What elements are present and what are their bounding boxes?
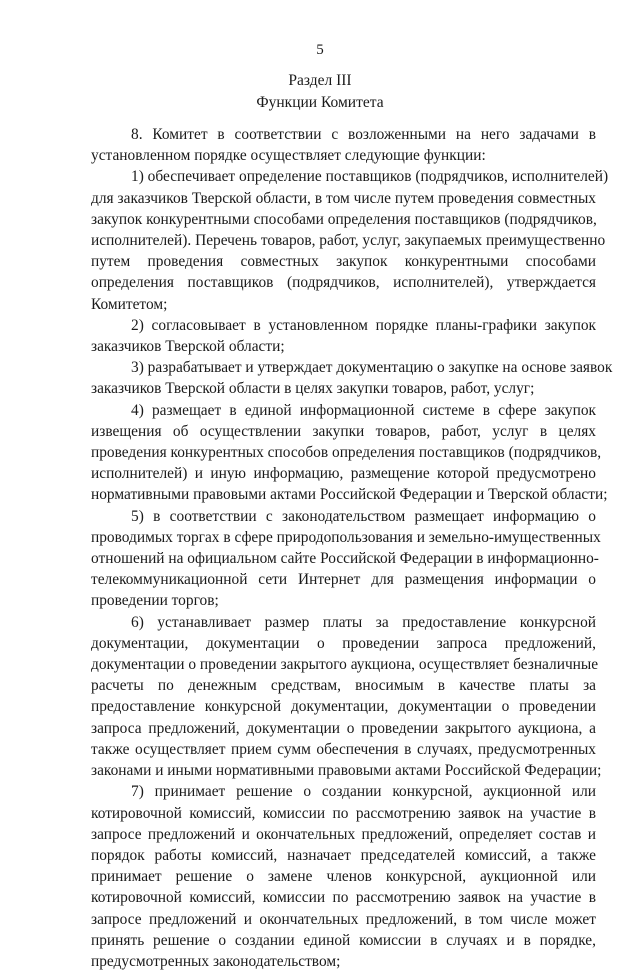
document-body (91, 124, 613, 972)
paragraph-line: принимает решение о замене членов конкурсной, аукционной или (91, 868, 596, 886)
paragraph-line: проведения конкурентных способов определения поставщиков (подрядчиков, (91, 444, 602, 462)
paragraph-p2 (91, 315, 596, 357)
paragraph-line: 5) в соответствии с законодательством размещает информацию о (131, 507, 596, 525)
paragraph-p8 (91, 124, 596, 166)
paragraph-line: закупок конкурентными способами определения поставщиков (подрядчиков, (91, 210, 597, 228)
paragraph-line: исполнителей). Перечень товаров, работ, услуг, закупаемых преимущественно (91, 232, 606, 250)
paragraph-p4 (91, 400, 608, 506)
paragraph-line: документации о проведении закрытого аукциона, осуществляет безналичные (91, 656, 599, 674)
paragraph-line: 8. Комитет в соответствии с возложенными на него задачами в (131, 126, 596, 143)
paragraph-line: проводимых торгах в сфере природопользования и земельно-имущественных (91, 528, 601, 546)
page-number: 5 (316, 42, 324, 58)
paragraph-line: предусмотренных законодательством; (91, 952, 341, 970)
paragraph-line: Комитетом; (91, 295, 168, 313)
paragraph-line: предоставление конкурсной документации, документации о проведении (91, 698, 596, 716)
section-heading (0, 70, 640, 114)
paragraph-line: 3) разрабатывает и утверждает документацию о закупке на основе заявок (131, 359, 613, 377)
paragraph-line: порядок работы комиссий, назначает председателей комиссий, а также (91, 846, 596, 864)
paragraph-p5 (91, 506, 601, 612)
paragraph-line: 2) согласовывает в установленном порядке планы-графики закупок (131, 316, 596, 334)
paragraph-line: заказчиков Тверской области в целях закупки товаров, работ, услуг; (91, 380, 535, 398)
paragraph-line: отношений на официальном сайте Российской Федерации в информационно- (91, 550, 599, 568)
paragraph-line: расчеты по денежным средствам, вносимым в качестве платы за (91, 677, 596, 695)
paragraph-line: для заказчиков Тверской области, в том числе путем проведения совместных (91, 189, 596, 207)
paragraph-line: 7) принимает решение о создании конкурсной, аукционной или (131, 783, 596, 801)
paragraph-line: котировочной комиссий, комиссии по рассмотрению заявок на участие в (91, 804, 596, 822)
paragraph-line: нормативными правовыми актами Российской Федерации и Тверской области; (91, 486, 608, 504)
paragraph-line: извещения об осуществлении закупки товаров, работ, услуг в целях (91, 422, 596, 440)
paragraph-p1 (91, 166, 609, 314)
paragraph-line: котировочной комиссий, комиссии по рассмотрению заявок на участие в (91, 889, 596, 907)
paragraph-line: телекоммуникационной сети Интернет для размещения информации о (91, 571, 596, 589)
paragraph-line: заказчиков Тверской области; (91, 338, 285, 356)
paragraph-line: также осуществляет прием сумм обеспечения в случаях, предусмотренных (91, 740, 596, 758)
paragraph-line: установленном порядке осуществляет следующие функции: (91, 147, 486, 165)
paragraph-p6 (91, 612, 602, 782)
paragraph-line: 4) размещает в единой информационной системе в сфере закупок (131, 401, 596, 419)
paragraph-line: законами и иными нормативными правовыми актами Российской Федерации; (91, 762, 602, 780)
paragraph-line: документации, документации о проведении запроса предложений, (91, 634, 596, 652)
paragraph-line: принять решение о создании единой комиссии в случаях и в порядке, (91, 931, 596, 949)
paragraph-line: исполнителей) и иную информацию, размещение которой предусмотрено (91, 465, 596, 483)
section-title: Раздел III (288, 72, 352, 89)
paragraph-p3 (91, 357, 613, 399)
section-subtitle: Функции Комитета (256, 94, 384, 111)
paragraph-line: определения поставщиков (подрядчиков, исполнителей), утверждается (91, 274, 596, 292)
paragraph-line: проведении торгов; (91, 592, 219, 610)
paragraph-line: 6) устанавливает размер платы за предоставление конкурсной (131, 613, 596, 631)
paragraph-line: запросе предложений и окончательных предложений, в том числе может (91, 910, 596, 928)
paragraph-line: запроса предложений, документации о проведении закрытого аукциона, а (91, 719, 596, 737)
paragraph-line: запросе предложений и окончательных предложений, определяет состав и (91, 825, 596, 843)
paragraph-p7 (91, 781, 596, 972)
paragraph-line: 1) обеспечивает определение поставщиков (подрядчиков, исполнителей) (131, 168, 609, 186)
paragraph-line: путем проведения совместных закупок конкурентными способами (91, 253, 596, 271)
